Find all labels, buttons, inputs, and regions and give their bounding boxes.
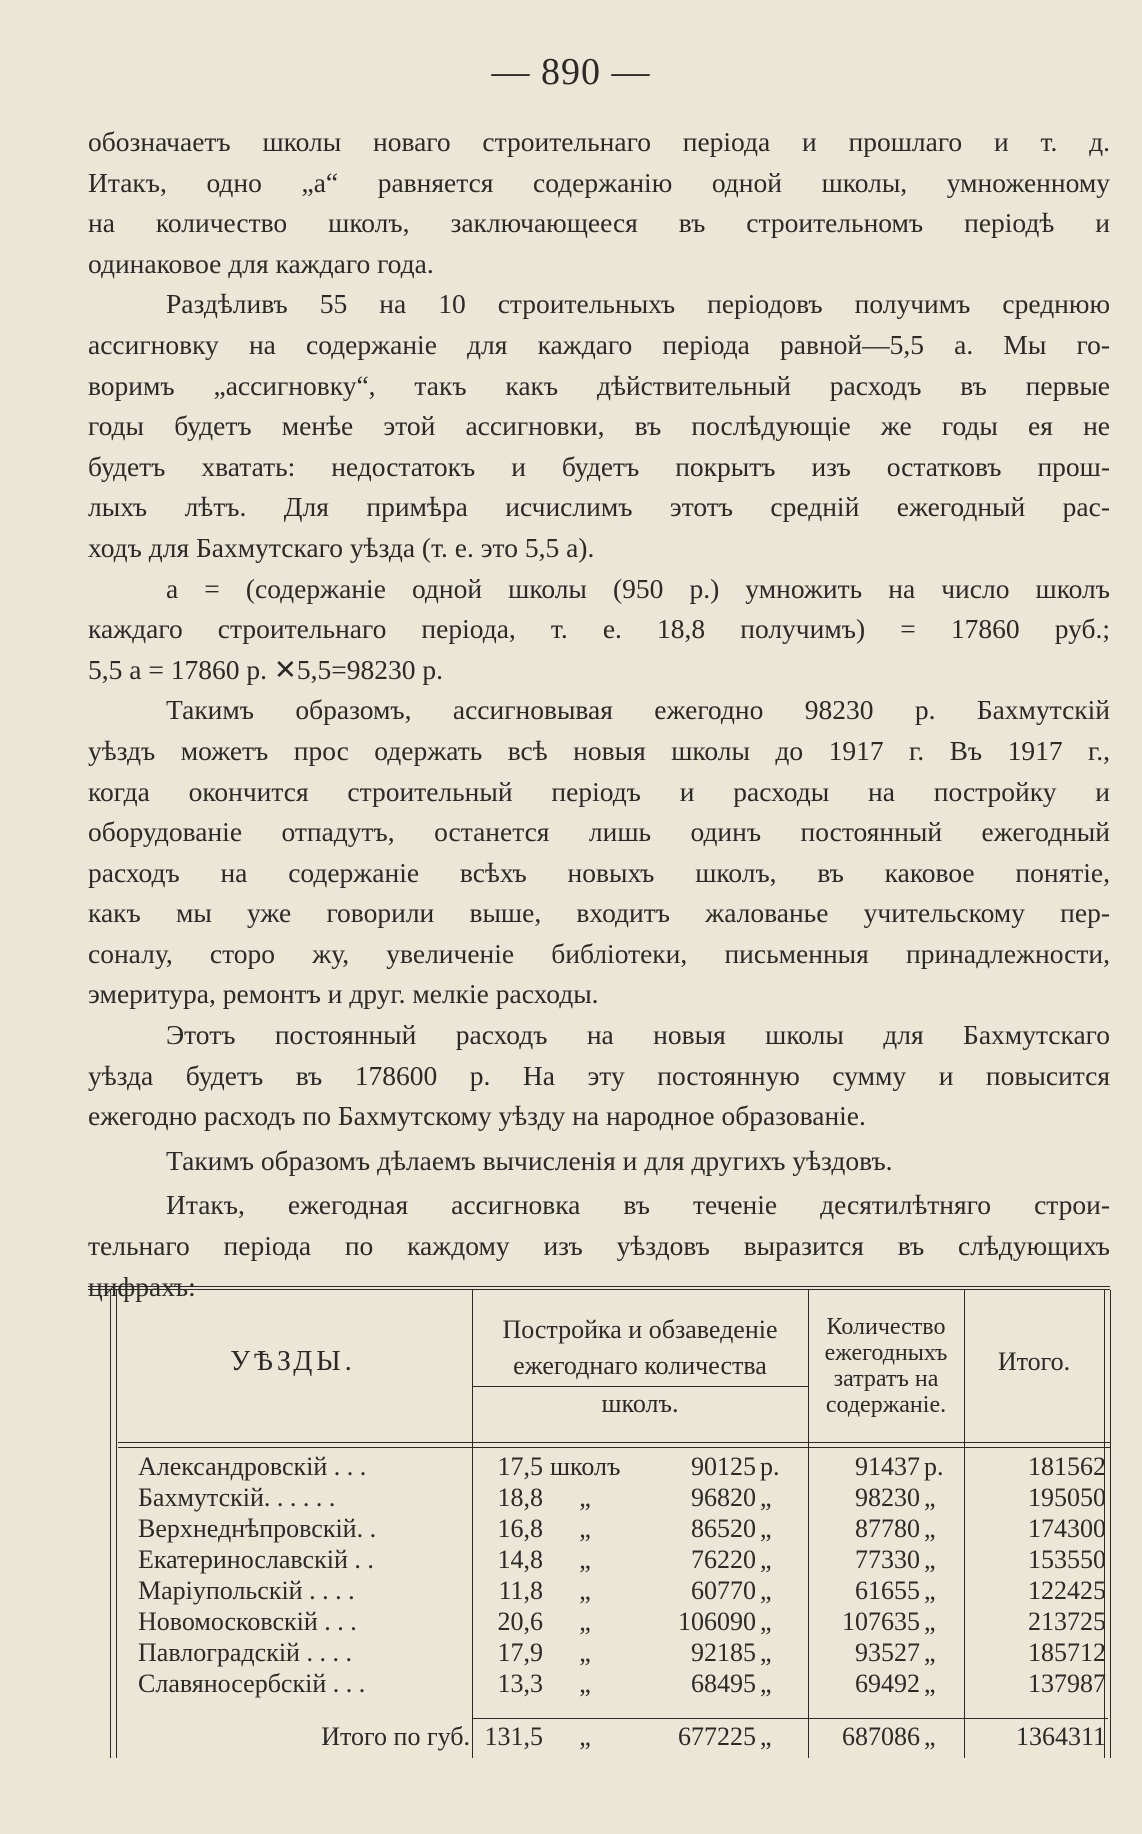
text-line: ассигновку на содержаніе для каждаго періода равной—5,5 а. Мы го-	[88, 328, 1110, 360]
cell-total: 137987	[1028, 1669, 1106, 1698]
cell-count: 17,5	[497, 1452, 543, 1481]
paragraph	[88, 1015, 1110, 1137]
paragraph	[88, 569, 1110, 691]
cell-word: „	[579, 1545, 591, 1574]
total-rule	[472, 1718, 1108, 1719]
paragraph	[88, 1141, 1110, 1182]
text-line: цифрахъ:	[88, 1270, 196, 1302]
cell-r2: „	[924, 1514, 936, 1543]
text-line: лыхъ лѣтъ. Для примѣра исчислимъ этотъ средній ежегодный рас-	[88, 491, 1110, 523]
cell-name: Новомосковскій . . .	[138, 1607, 357, 1636]
cell-word: „	[579, 1576, 591, 1605]
cell-total: 185712	[1028, 1638, 1106, 1667]
cell-r2: „	[924, 1545, 936, 1574]
cell-word: „	[579, 1638, 591, 1667]
header-line: ежегоднаго количества	[513, 1351, 767, 1380]
text-line: когда окончится строительный періодъ и расходы на постройку и	[88, 775, 1110, 807]
text-line: воримъ „ассигновку“, такъ какъ дѣйствительный расходъ въ первые	[88, 369, 1110, 401]
text-line: Итакъ, одно „а“ равняется содержанію одной школы, умноженному	[88, 166, 1110, 198]
cell-total: 122425	[1028, 1576, 1106, 1605]
table-row	[88, 1576, 1108, 1606]
cell-name: Екатеринославскій . .	[138, 1545, 374, 1574]
text-line: соналу, сторо жу, увеличеніе библіотеки, письменныя принадлежности,	[88, 937, 1110, 969]
cell-total: 153550	[1028, 1545, 1106, 1574]
cell-name: Маріупольскій . . . .	[138, 1576, 355, 1605]
cell-annual: 687086	[842, 1722, 920, 1751]
total-row	[88, 1722, 1108, 1752]
cell-build: 76220	[691, 1545, 756, 1574]
table-row	[88, 1545, 1108, 1575]
cell-r2: „	[924, 1669, 936, 1698]
text-line: обозначаетъ школы новаго строительнаго періода и прошлаго и т. д.	[88, 126, 1110, 157]
cell-name: Павлоградскій . . . .	[138, 1638, 352, 1667]
cell-word: „	[579, 1607, 591, 1636]
text-line: а = (содержаніе одной школы (950 р.) умножить на число школъ	[166, 572, 1110, 604]
text-line: уѣздъ можетъ прос одержать всѣ новыя школы до 1917 г. Въ 1917 г.,	[88, 734, 1110, 766]
cell-r2: р.	[924, 1452, 944, 1481]
cell-annual: 69492	[855, 1669, 920, 1698]
cell-name: Бахмутскій. . . . . .	[138, 1483, 336, 1512]
cell-annual: 91437	[855, 1452, 920, 1481]
cell-word: „	[579, 1483, 591, 1512]
header-line: затратъ на	[833, 1366, 939, 1392]
header-line: содержаніе.	[825, 1392, 947, 1418]
cell-count: 13,3	[497, 1669, 543, 1698]
text-line: уѣзда будетъ въ 178600 р. На эту постоянную сумму и повысится	[88, 1059, 1110, 1091]
table-row	[88, 1669, 1108, 1699]
text-line: какъ мы уже говорили выше, входитъ жалованье учительскому пер-	[88, 897, 1110, 929]
cell-name: Александровскій . . .	[138, 1452, 367, 1481]
text-line: расходъ на содержаніе всѣхъ новыхъ школъ, въ каковое понятіе,	[88, 856, 1110, 888]
table-row	[88, 1638, 1108, 1668]
cell-word: школъ	[550, 1452, 621, 1481]
cell-name: Верхнеднѣпровскій. .	[138, 1514, 377, 1543]
cell-word: „	[579, 1722, 591, 1751]
cell-build: 677225	[678, 1722, 756, 1751]
districts-table	[88, 1286, 1110, 1758]
cell-r1: „	[760, 1514, 772, 1543]
cell-r2: „	[924, 1607, 936, 1636]
cell-word: „	[579, 1669, 591, 1698]
cell-annual: 87780	[855, 1514, 920, 1543]
cell-annual: 61655	[855, 1576, 920, 1605]
text-line: Такимъ образомъ дѣлаемъ вычисленія и для другихъ уѣздовъ.	[166, 1144, 893, 1176]
text-line: тельнаго періода по каждому изъ уѣздовъ выразится въ слѣдующихъ	[88, 1230, 1110, 1262]
cell-r2: „	[924, 1576, 936, 1605]
text-line: ежегодно расходъ по Бахмутскому уѣзду на народное образованіе.	[88, 1100, 866, 1132]
cell-count: 16,8	[497, 1514, 543, 1543]
paragraph	[88, 690, 1110, 1015]
table-row	[88, 1452, 1108, 1482]
header-line: Постройка и обзаведеніе	[502, 1315, 778, 1344]
cell-r1: „	[760, 1483, 772, 1512]
text-line: Этотъ постоянный расходъ на новыя школы для Бахмутскаго	[166, 1019, 1110, 1051]
cell-build: 106090	[678, 1607, 756, 1636]
header-line: школъ.	[601, 1389, 679, 1418]
text-line: Такимъ образомъ, ассигновывая ежегодно 98230 р. Бахмутскій	[166, 694, 1110, 726]
cell-annual: 98230	[855, 1483, 920, 1512]
cell-r1: „	[760, 1669, 772, 1698]
cell-r1: „	[760, 1722, 772, 1751]
cell-count: 18,8	[497, 1483, 543, 1512]
cell-total: 181562	[1028, 1452, 1106, 1481]
paragraph	[88, 122, 1110, 284]
table-row	[88, 1607, 1108, 1637]
body-text	[88, 122, 1110, 1307]
text-line: ходъ для Бахмутскаго уѣзда (т. е. это 5,5 а).	[88, 531, 595, 563]
paragraph	[88, 284, 1110, 568]
text-line: Итакъ, ежегодная ассигновка въ теченіе десятилѣтняго строи-	[166, 1189, 1110, 1221]
cell-word: „	[579, 1514, 591, 1543]
text-line: эмеритура, ремонтъ и друг. мелкіе расходы.	[88, 978, 599, 1010]
text-line: каждаго строительнаго періода, т. е. 18,8 получимъ) = 17860 руб.;	[88, 613, 1110, 645]
table-row	[88, 1514, 1108, 1544]
cell-count: 17,9	[497, 1638, 543, 1667]
cell-annual: 107635	[842, 1607, 920, 1636]
cell-r1: р.	[760, 1452, 780, 1481]
header-line: Количество	[826, 1314, 946, 1340]
cell-name: Итого по губ.	[321, 1722, 470, 1751]
cell-count: 11,8	[498, 1576, 543, 1605]
text-line: Раздѣливъ 55 на 10 строительныхъ періодовъ получимъ среднюю	[166, 288, 1110, 320]
cell-count: 20,6	[497, 1607, 543, 1636]
cell-name: Славяносербскій . . .	[138, 1669, 366, 1698]
cell-build: 92185	[691, 1638, 756, 1667]
header-total: Итого.	[997, 1347, 1071, 1376]
text-line: на количество школъ, заключающееся въ строительномъ періодѣ и	[88, 207, 1110, 239]
cell-total: 195050	[1028, 1483, 1106, 1512]
text-line: одинаковое для каждаго года.	[88, 247, 434, 279]
header-annual	[808, 1314, 964, 1418]
cell-count: 131,5	[484, 1722, 543, 1751]
cell-build: 96820	[691, 1483, 756, 1512]
text-line: годы будетъ менѣе этой ассигновки, въ послѣдующіе же годы ея не	[88, 410, 1110, 442]
cell-r2: „	[924, 1722, 936, 1751]
cell-build: 68495	[691, 1669, 756, 1698]
cell-build: 60770	[691, 1576, 756, 1605]
cell-r1: „	[760, 1545, 772, 1574]
header-bottom-rule	[118, 1442, 1110, 1448]
cell-build: 86520	[691, 1514, 756, 1543]
cell-r2: „	[924, 1483, 936, 1512]
table-row	[88, 1483, 1108, 1513]
header-construction	[472, 1314, 808, 1420]
cell-count: 14,8	[497, 1545, 543, 1574]
header-line: ежегодныхъ	[824, 1340, 948, 1366]
cell-r1: „	[760, 1607, 772, 1636]
cell-total: 174300	[1028, 1514, 1106, 1543]
header-districts: УѢЗДЫ.	[230, 1346, 356, 1377]
cell-r2: „	[924, 1638, 936, 1667]
cell-r1: „	[760, 1638, 772, 1667]
text-line: оборудованіе отпадутъ, останется лишь одинъ постоянный ежегодный	[88, 816, 1110, 848]
cell-build: 90125	[691, 1452, 756, 1481]
cell-annual: 77330	[855, 1545, 920, 1574]
cell-r1: „	[760, 1576, 772, 1605]
text-line: 5,5 а = 17860 р. ✕5,5=98230 р.	[88, 653, 444, 685]
cell-annual: 93527	[855, 1638, 920, 1667]
page-number: — 890 —	[491, 51, 651, 93]
text-line: будетъ хватать: недостатокъ и будетъ покрытъ изъ остатковъ прош-	[88, 450, 1110, 482]
cell-total: 1364311	[1015, 1722, 1106, 1751]
cell-total: 213725	[1028, 1607, 1106, 1636]
